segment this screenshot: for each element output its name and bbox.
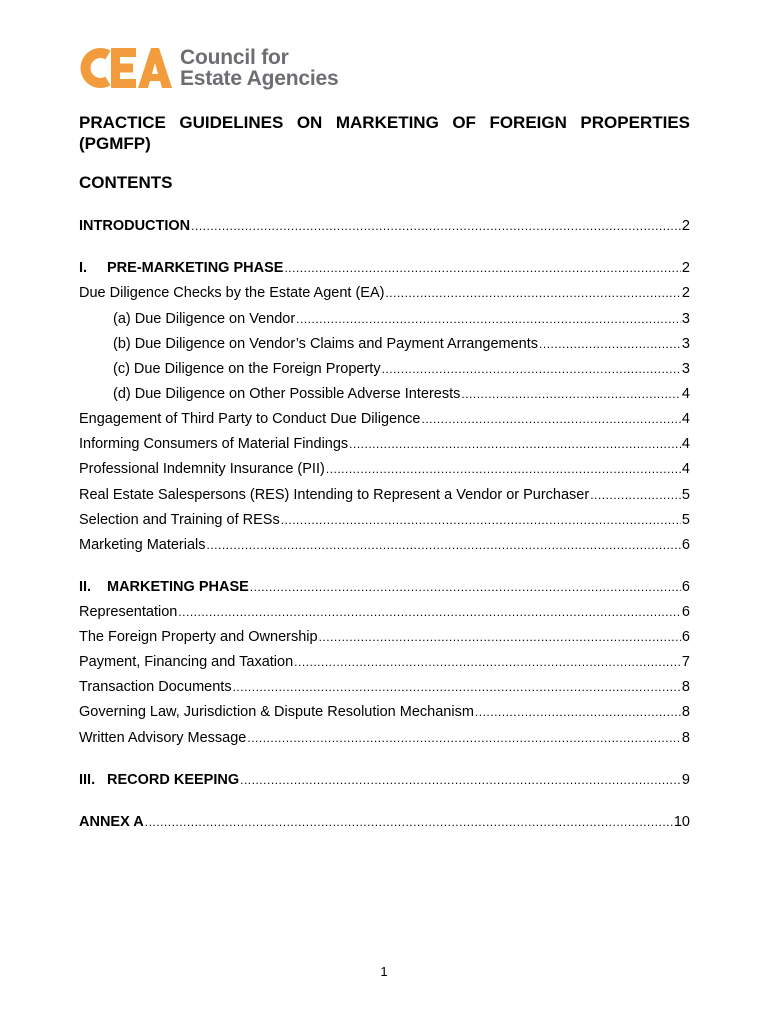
toc-entry-label (79, 459, 325, 479)
toc-entry-label (79, 728, 246, 748)
toc-entry (79, 677, 690, 697)
toc-page-number: 2 (681, 218, 690, 234)
logo-text-line1: Council for (180, 46, 289, 69)
toc-page-number: 5 (681, 487, 690, 503)
toc-entry-text: RECORD KEEPING (107, 772, 240, 788)
cea-logo-letters-icon (80, 45, 172, 91)
toc-entry-text: Representation (79, 604, 178, 620)
toc-dot-leader (590, 485, 681, 505)
toc-entry (79, 409, 690, 429)
toc-dot-leader (178, 602, 681, 622)
toc-page-number: 3 (681, 311, 690, 327)
toc-dot-leader (207, 535, 681, 555)
toc-page-number: 3 (681, 336, 690, 352)
toc-entry-text: Real Estate Salespersons (RES) Intending to Represent a Vendor or Purchaser (79, 487, 590, 503)
toc-dot-leader (296, 309, 681, 329)
logo-text-line2: Estate Agencies (180, 67, 339, 90)
toc-section-number: I. (79, 260, 88, 276)
toc-page-number: 6 (681, 604, 690, 620)
toc-page-number: 4 (681, 436, 690, 452)
toc-page-number: 9 (681, 772, 690, 788)
toc-entry (79, 602, 690, 622)
toc-entry-text: Due Diligence Checks by the Estate Agent (EA) (79, 285, 385, 301)
document-title: PRACTICE GUIDELINES ON MARKETING OF FOREIGN PROPERTIES (PGMFP) (79, 113, 690, 153)
toc-page-number: 8 (681, 704, 690, 720)
toc-dot-leader (284, 258, 680, 278)
toc-entry-text: PRE-MARKETING PHASE (107, 260, 284, 276)
toc-entry (79, 258, 690, 278)
toc-dot-leader (145, 812, 673, 832)
toc-entry-label (79, 812, 144, 832)
toc-entry-text: (a) Due Diligence on Vendor (113, 311, 296, 327)
toc-entry (79, 652, 690, 672)
toc-entry (113, 334, 690, 354)
toc-page-number: 2 (681, 260, 690, 276)
toc-entry-label (79, 770, 239, 790)
toc-entry (113, 359, 690, 379)
toc-entry-text: Written Advisory Message (79, 730, 247, 746)
toc-dot-leader (191, 216, 681, 236)
toc-entry (79, 627, 690, 647)
toc-entry-label (79, 216, 190, 236)
toc-entry-text: (c) Due Diligence on the Foreign Property (113, 361, 381, 377)
toc-dot-leader (319, 627, 681, 647)
toc-entry-label (79, 258, 283, 278)
toc-dot-leader (247, 728, 681, 748)
toc-dot-leader (539, 334, 681, 354)
toc-entry-text: (b) Due Diligence on Vendor’s Claims and Payment Arrangements (113, 336, 539, 352)
cea-logo-mark (80, 45, 172, 91)
toc-entry-label (79, 652, 293, 672)
toc-entry-text: ANNEX A (79, 814, 144, 830)
toc-dot-leader (421, 409, 680, 429)
toc-section-number: II. (79, 579, 92, 595)
toc-dot-leader (250, 577, 681, 597)
page-number: 1 (380, 964, 388, 979)
toc-entry (79, 216, 690, 236)
toc-dot-leader (233, 677, 681, 697)
toc-entry (79, 459, 690, 479)
toc-entry-text: The Foreign Property and Ownership (79, 629, 318, 645)
toc-entry-label (79, 510, 280, 530)
toc-dot-leader (475, 702, 681, 722)
toc-entry-label (79, 485, 589, 505)
toc-page-number: 8 (681, 730, 690, 746)
toc-page-number: 7 (681, 654, 690, 670)
toc-entry-text: MARKETING PHASE (107, 579, 249, 595)
toc-entry-text: Selection and Training of RESs (79, 512, 280, 528)
toc-entry (79, 434, 690, 454)
toc-dot-leader (461, 384, 681, 404)
toc-entry-text: Professional Indemnity Insurance (PII) (79, 461, 325, 477)
toc-entry-text: Marketing Materials (79, 537, 206, 553)
toc-entry-label (79, 283, 384, 303)
toc-entry-text: Governing Law, Jurisdiction & Dispute Resolution Mechanism (79, 704, 474, 720)
toc-page-number: 10 (673, 814, 690, 830)
toc-entry-label (79, 627, 318, 647)
toc-entry-label (79, 702, 474, 722)
toc-entry (79, 510, 690, 530)
cea-logo (80, 44, 338, 92)
toc-page-number: 4 (681, 386, 690, 402)
toc-page-number: 2 (681, 285, 690, 301)
toc-entry (79, 728, 690, 748)
toc-entry-label (113, 359, 381, 379)
toc-entry-text: (d) Due Diligence on Other Possible Adverse Interests (113, 386, 461, 402)
toc-page-number: 4 (681, 411, 690, 427)
logo-text (180, 47, 338, 89)
toc-entry (79, 702, 690, 722)
toc-dot-leader (326, 459, 681, 479)
toc-entry-label (79, 677, 232, 697)
toc-entry (113, 309, 690, 329)
toc-entry-label (113, 334, 538, 354)
toc-entry (79, 770, 690, 790)
toc-entry-label (113, 309, 295, 329)
toc-dot-leader (240, 770, 681, 790)
toc-dot-leader (294, 652, 681, 672)
toc-page-number: 5 (681, 512, 690, 528)
toc-entry-label (79, 577, 249, 597)
toc-entry (79, 577, 690, 597)
toc-entry (79, 812, 690, 832)
toc-dot-leader (382, 359, 681, 379)
toc-page-number: 6 (681, 537, 690, 553)
toc-entry-label (79, 535, 206, 555)
toc-entry (79, 283, 690, 303)
toc-entry-label (79, 409, 420, 429)
toc-entry (79, 485, 690, 505)
toc-entry-text: Engagement of Third Party to Conduct Due Diligence (79, 411, 421, 427)
toc-entry-label (79, 602, 177, 622)
toc-entry-text: Transaction Documents (79, 679, 232, 695)
toc-entry-text: Informing Consumers of Material Findings (79, 436, 349, 452)
toc-entry-label (113, 384, 460, 404)
toc-page-number: 6 (681, 629, 690, 645)
toc-entry-text: Payment, Financing and Taxation (79, 654, 294, 670)
toc-entry-label (79, 434, 348, 454)
toc-page-number: 4 (681, 461, 690, 477)
toc-section-number: III. (79, 772, 96, 788)
toc-dot-leader (281, 510, 681, 530)
contents-heading: CONTENTS (79, 173, 173, 192)
toc-dot-leader (385, 283, 680, 303)
toc-entry (113, 384, 690, 404)
toc-page-number: 8 (681, 679, 690, 695)
toc-dot-leader (349, 434, 681, 454)
toc-page-number: 3 (681, 361, 690, 377)
toc-page-number: 6 (681, 579, 690, 595)
toc-entry (79, 535, 690, 555)
toc-entry-text: INTRODUCTION (79, 218, 191, 234)
